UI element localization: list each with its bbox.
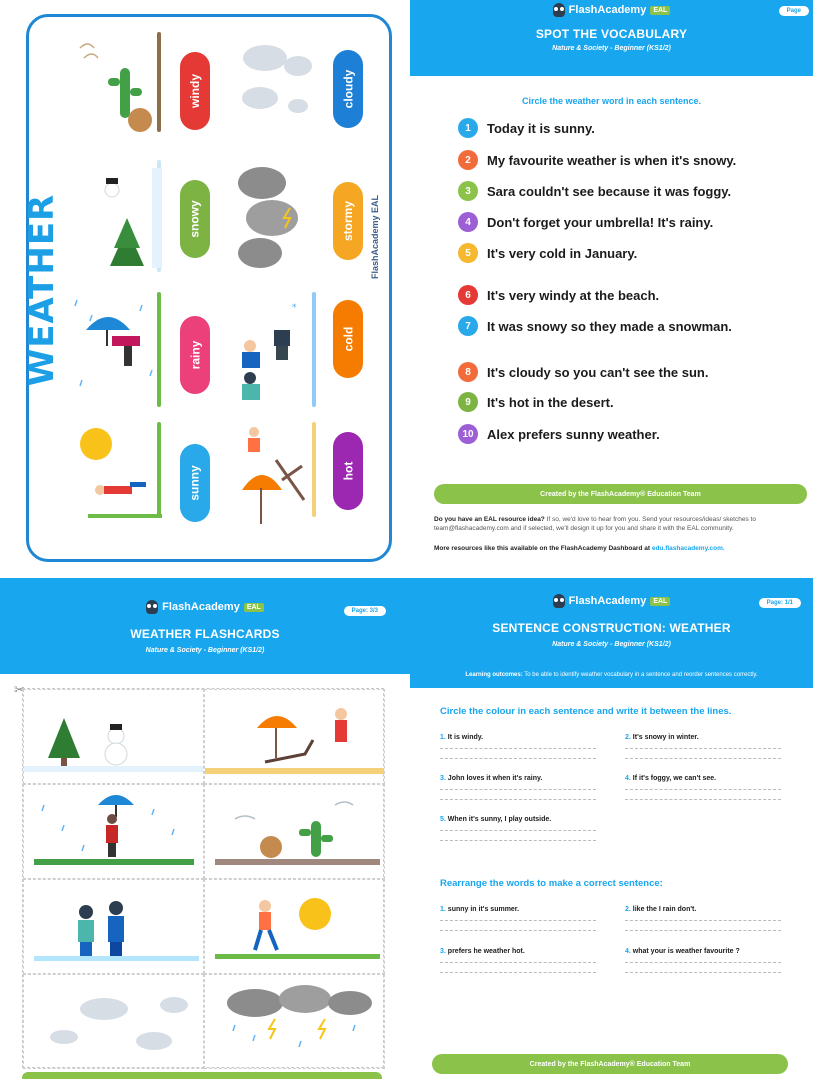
exercise-number: 4. (625, 948, 631, 955)
flashcard-cold[interactable] (23, 879, 204, 974)
worksheet-subtitle: Nature & Society - Beginner (KS1/2) (145, 647, 265, 654)
scissors-icon: ✂ (14, 682, 25, 697)
exercise-text: what your is weather favourite ? (632, 948, 740, 955)
flashcard-rainy[interactable] (23, 784, 204, 879)
exercise-number: 4. (625, 775, 631, 782)
owl-logo-icon (553, 594, 565, 608)
flashcard-snowy[interactable] (23, 689, 204, 784)
label-rainy: rainy (180, 316, 210, 394)
exercise-item (440, 775, 542, 782)
answer-line[interactable] (625, 920, 781, 921)
poster-side-brand: FlashAcademy EAL (370, 194, 380, 280)
exercise-text: like the I rain don't. (632, 906, 697, 913)
exercise-number: 1. (440, 734, 446, 741)
exercise-text: When it's sunny, I play outside. (447, 816, 552, 823)
header-banner (410, 0, 813, 76)
page-tag: Page (779, 6, 809, 16)
sunny-illustration (78, 424, 162, 524)
exercise-text: sunny in it's summer. (447, 906, 520, 913)
flashcard-sunny[interactable] (204, 879, 385, 974)
sentence-number-badge: 2 (458, 150, 478, 170)
label-stormy: stormy (333, 182, 363, 260)
label-hot: hot (333, 432, 363, 510)
page-tag: Page: 3/3 (344, 606, 386, 616)
exercise-number: 3. (440, 775, 446, 782)
worksheet-subtitle: Nature & Society - Beginner (KS1/2) (552, 45, 671, 52)
answer-line[interactable] (440, 830, 596, 831)
sentence-item (458, 212, 713, 232)
answer-line[interactable] (625, 972, 781, 973)
weather-flashcards-worksheet (0, 578, 410, 1079)
exercise-item (440, 906, 519, 913)
exercise-text: John loves it when it's rainy. (447, 775, 543, 782)
exercise-text: It is windy. (447, 734, 484, 741)
resource-idea-text: Do you have an EAL resource idea? If so, we'd love to hear from you. Send your resources/ideas/ sketches to team@flashacademy.com and if selected, we'll design it up for you and share it with the EAL community. (434, 516, 756, 532)
sentence-item (458, 392, 614, 412)
sentence-text: It's very cold in January. (487, 245, 638, 261)
exercise-number: 1. (440, 906, 446, 913)
exercise-text: It's snowy in winter. (632, 734, 699, 741)
owl-logo-icon (553, 3, 565, 17)
answer-line[interactable] (625, 748, 781, 749)
stormy-illustration (232, 158, 312, 278)
credit-bar: Created by the FlashAcademy® Education Team (434, 484, 807, 504)
answer-line[interactable] (440, 920, 596, 921)
exercise-item (625, 734, 699, 741)
sentence-number-badge: 8 (458, 362, 478, 382)
sentence-item (458, 316, 732, 336)
exercise-item (440, 816, 551, 823)
instruction: Circle the weather word in each sentence. (521, 96, 702, 106)
section-circle-colour: Circle the colour in each sentence and write it between the lines. (440, 706, 732, 717)
flashcard-grid (22, 688, 384, 1068)
spot-vocabulary-worksheet (410, 0, 813, 578)
sentence-number-badge: 4 (458, 212, 478, 232)
sentence-number-badge: 9 (458, 392, 478, 412)
exercise-item (625, 775, 716, 782)
learning-outcomes: Learning outcomes: To be able to identify weather vocabulary in a sentence and reorder sentences correctly. (465, 672, 758, 678)
credit-bar (22, 1072, 382, 1079)
poster-title: WEATHER (22, 193, 62, 387)
sentence-item (458, 362, 708, 382)
section-rearrange: Rearrange the words to make a correct sentence: (440, 878, 663, 889)
sentence-number-badge: 10 (458, 424, 478, 444)
sentence-number-badge: 1 (458, 118, 478, 138)
sentence-text: Today it is sunny. (487, 120, 595, 136)
sentence-text: It's cloudy so you can't see the sun. (487, 364, 709, 380)
answer-line[interactable] (440, 840, 596, 841)
answer-line[interactable] (625, 962, 781, 963)
answer-line[interactable] (625, 758, 781, 759)
exercise-number: 5. (440, 816, 446, 823)
more-resources-text: More resources like this available on the FlashAcademy Dashboard at edu.flashacademy.com. (434, 545, 725, 552)
worksheet-title: SENTENCE CONSTRUCTION: WEATHER (492, 621, 731, 635)
label-cold: cold (333, 300, 363, 378)
worksheet-title: WEATHER FLASHCARDS (130, 627, 280, 641)
flashcard-hot[interactable] (204, 689, 385, 784)
sentence-text: It's very windy at the beach. (487, 287, 660, 303)
flashcard-windy[interactable] (204, 784, 385, 879)
label-sunny: sunny (180, 444, 210, 522)
flashcard-cloudy[interactable] (23, 974, 204, 1069)
sentence-number-badge: 3 (458, 181, 478, 201)
sentence-item (458, 424, 660, 444)
worksheet-title: SPOT THE VOCABULARY (535, 27, 688, 41)
exercise-item (625, 906, 696, 913)
answer-line[interactable] (440, 972, 596, 973)
sentence-item (458, 243, 637, 263)
label-snowy: snowy (180, 180, 210, 258)
brand: FlashAcademy EAL (146, 600, 264, 614)
rainy-illustration (72, 290, 162, 408)
answer-line[interactable] (440, 930, 596, 931)
sentence-text: Don't forget your umbrella! It's rainy. (487, 214, 714, 230)
header-banner (410, 578, 813, 688)
cold-illustration (232, 300, 312, 410)
sentence-item (458, 150, 736, 170)
answer-line[interactable] (625, 930, 781, 931)
sentence-item (458, 118, 595, 138)
exercise-number: 2. (625, 906, 631, 913)
answer-line[interactable] (625, 789, 781, 790)
answer-line[interactable] (440, 748, 596, 749)
credit-bar: Created by the FlashAcademy® Education Team (432, 1054, 788, 1074)
exercise-number: 2. (625, 734, 631, 741)
exercise-item (440, 734, 483, 741)
sentence-number-badge: 7 (458, 316, 478, 336)
sentence-text: Sara couldn't see because it was foggy. (487, 183, 732, 199)
sentence-text: My favourite weather is when it's snowy. (487, 152, 737, 168)
answer-line[interactable] (440, 758, 596, 759)
answer-line[interactable] (440, 962, 596, 963)
exercise-text: If it's foggy, we can't see. (632, 775, 717, 782)
flashcard-stormy[interactable] (204, 974, 385, 1069)
sentence-construction-worksheet (410, 578, 813, 1079)
exercise-item (440, 948, 525, 955)
worksheet-subtitle: Nature & Society - Beginner (KS1/2) (552, 641, 671, 648)
label-cloudy: cloudy (333, 50, 363, 128)
svg-text:*: * (292, 303, 297, 313)
sentence-text: Alex prefers sunny weather. (487, 426, 660, 442)
hot-illustration (232, 420, 312, 540)
header-banner (0, 578, 410, 674)
sentence-text: It was snowy so they made a snowman. (487, 318, 732, 334)
exercise-text: prefers he weather hot. (447, 948, 525, 955)
windy-illustration (70, 30, 160, 140)
brand: FlashAcademy EAL (553, 3, 671, 17)
answer-line[interactable] (625, 799, 781, 800)
exercise-item (625, 948, 740, 955)
brand: FlashAcademy EAL (553, 594, 671, 608)
owl-logo-icon (146, 600, 158, 614)
exercise-number: 3. (440, 948, 446, 955)
ground-bar (312, 292, 316, 407)
cloudy-illustration (230, 28, 320, 128)
answer-line[interactable] (440, 799, 596, 800)
snowy-illustration (92, 168, 162, 273)
page-tag: Page: 1/1 (759, 598, 801, 608)
sentence-number-badge: 5 (458, 243, 478, 263)
label-windy: windy (180, 52, 210, 130)
ground-bar (312, 422, 316, 517)
weather-poster (0, 0, 410, 578)
answer-line[interactable] (440, 789, 596, 790)
sentence-item (458, 181, 731, 201)
sentence-text: It's hot in the desert. (487, 394, 614, 410)
dashboard-link[interactable]: edu.flashacademy.com. (651, 545, 725, 552)
sentence-item (458, 285, 659, 305)
sentence-number-badge: 6 (458, 285, 478, 305)
